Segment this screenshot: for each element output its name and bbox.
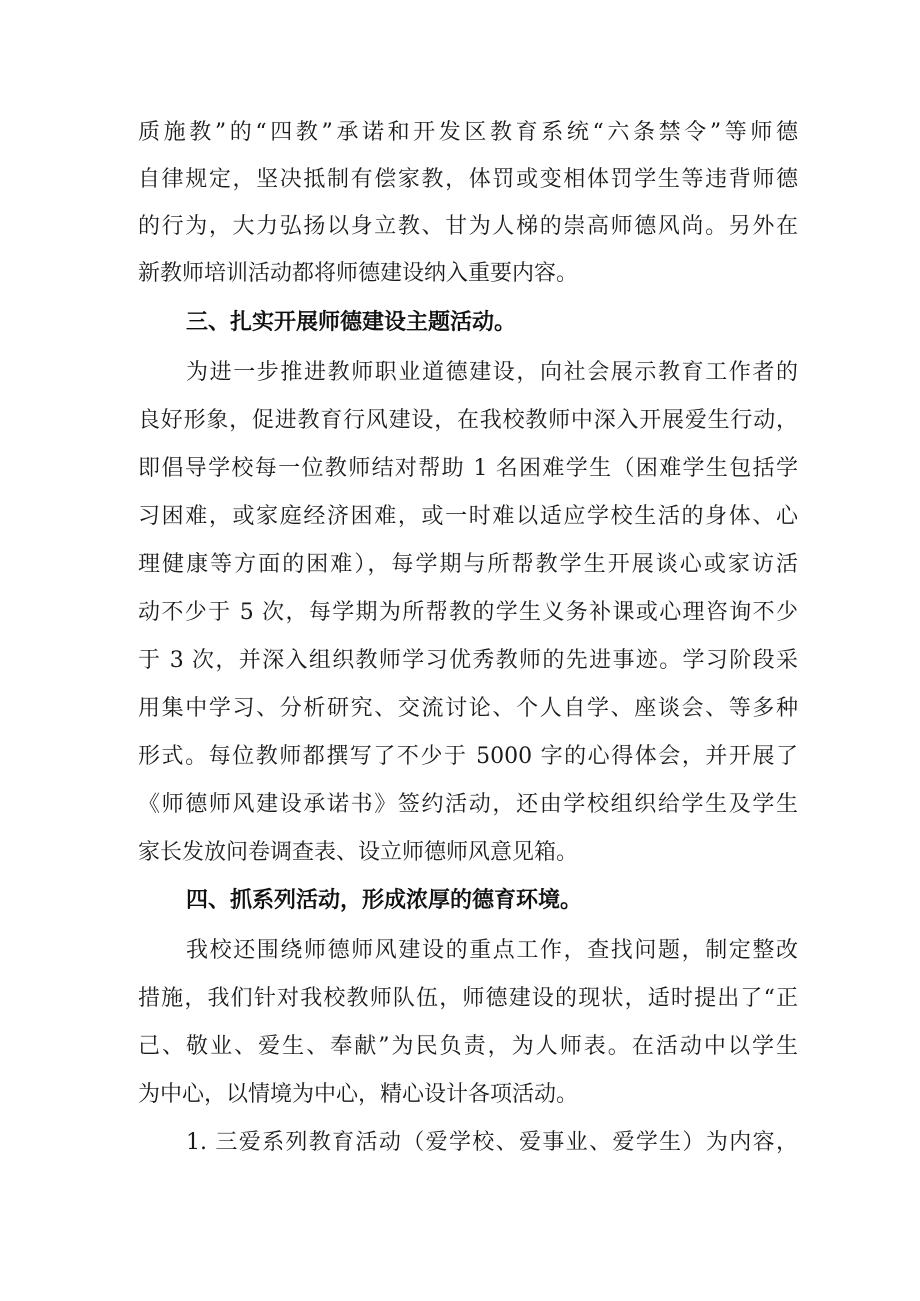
paragraph-3-line-1: 我校还围绕师德师风建设的重点工作，查找问题，制定整改	[186, 938, 798, 963]
paragraph-3-line-4: 为中心，以情境为中心，精心设计各项活动。	[138, 1082, 579, 1107]
paragraph-3-line-3: 己、敬业、爱生、奉献”为民负责，为人师表。在活动中以学生	[138, 1034, 798, 1059]
paragraph-2-line-9: 形式。每位教师都撰写了不少于 5000 字的心得体会，并开展了	[138, 744, 798, 769]
paragraph-2-line-2: 良好形象，促进教育行风建设，在我校教师中深入开展爱生行动，	[138, 408, 798, 433]
paragraph-1-line-2: 自律规定，坚决抵制有偿家教，体罚或变相体罚学生等违背师德	[138, 167, 798, 192]
section-heading-3: 三、扎实开展师德建设主题活动。	[186, 310, 517, 335]
paragraph-2-line-1: 为进一步推进教师职业道德建设，向社会展示教育工作者的	[186, 360, 798, 385]
paragraph-2-line-11: 家长发放问卷调查表、设立师德师风意见箱。	[138, 840, 579, 865]
paragraph-2-line-5: 理健康等方面的困难），每学期与所帮教学生开展谈心或家访活	[138, 552, 798, 577]
paragraph-1-line-4: 新教师培训活动都将师德建设纳入重要内容。	[138, 261, 579, 286]
paragraph-2-line-6: 动不少于 5 次，每学期为所帮教的学生义务补课或心理咨询不少	[138, 600, 798, 625]
paragraph-2-line-4: 习困难，或家庭经济困难，或一时难以适应学校生活的身体、心	[138, 504, 798, 529]
paragraph-1-line-3: 的行为，大力弘扬以身立教、甘为人梯的崇高师德风尚。另外在	[138, 214, 798, 239]
paragraph-2-line-3: 即倡导学校每一位教师结对帮助 1 名困难学生（困难学生包括学	[138, 456, 798, 481]
section-heading-4: 四、抓系列活动，形成浓厚的德育环境。	[186, 888, 583, 913]
paragraph-2-line-8: 用集中学习、分析研究、交流讨论、个人自学、座谈会、等多种	[138, 696, 798, 721]
paragraph-2-line-7: 于 3 次，并深入组织教师学习优秀教师的先进事迹。学习阶段采	[138, 648, 798, 673]
list-item-1: 1. 三爱系列教育活动（爱学校、爱事业、爱学生）为内容，	[186, 1130, 798, 1155]
paragraph-2-line-10: 《师德师风建设承诺书》签约活动，还由学校组织给学生及学生	[138, 792, 798, 817]
paragraph-3-line-2: 措施，我们针对我校教师队伍，师德建设的现状，适时提出了“正	[138, 986, 798, 1011]
paragraph-1-line-1: 质施教”的“四教”承诺和开发区教育系统“六条禁令”等师德	[138, 120, 798, 145]
